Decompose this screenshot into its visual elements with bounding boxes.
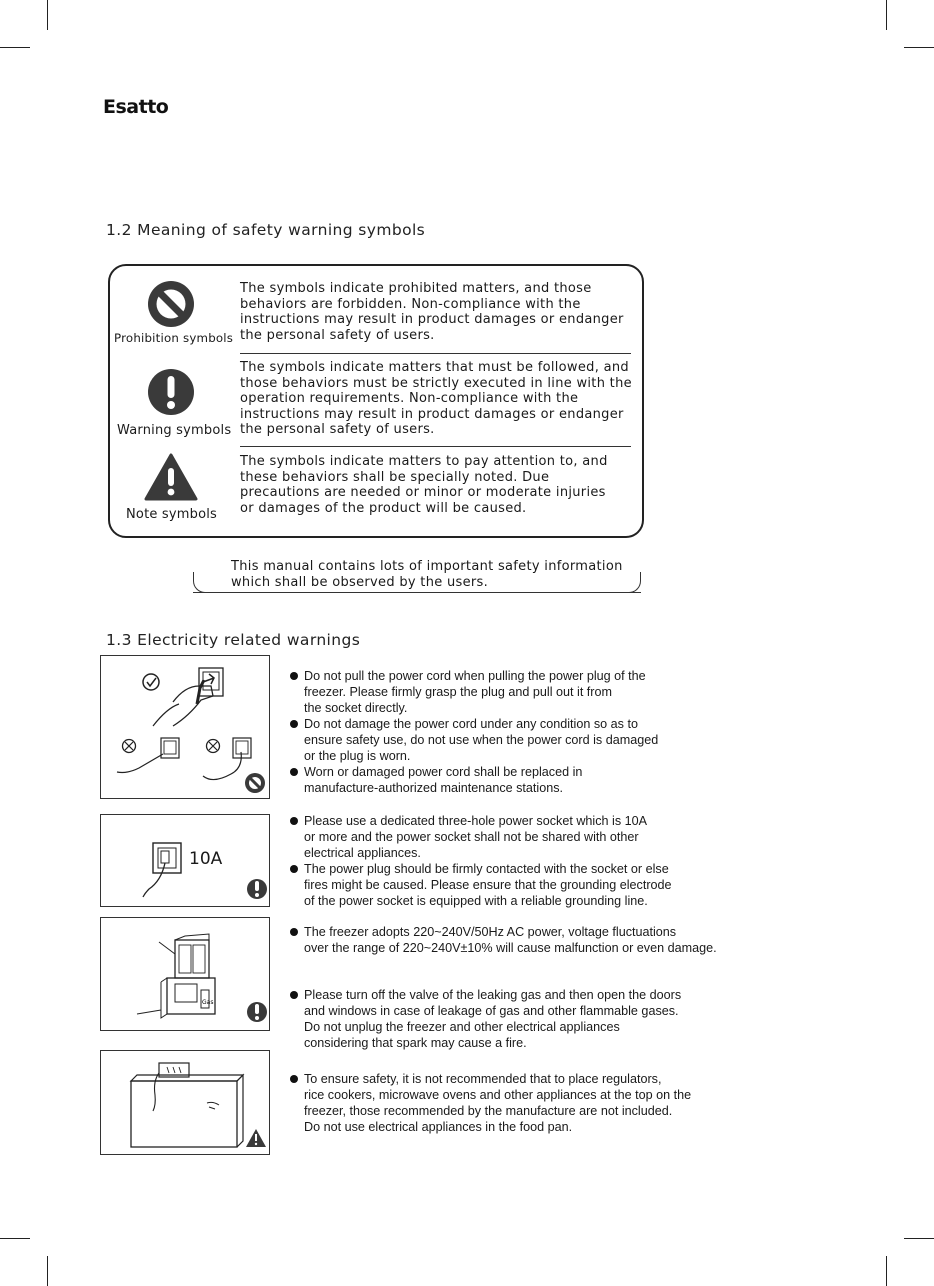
illustration-gas	[100, 917, 270, 1031]
illustration-socket	[100, 814, 270, 907]
socket-illustration	[101, 815, 271, 908]
crop-mark	[0, 47, 30, 48]
prohibition-icon	[146, 279, 196, 329]
crop-mark	[47, 1256, 48, 1286]
list-item: To ensure safety, it is not recommended that to place regulators, rice cookers, microwave ovens and other appliances at the top on the freezer, those recommended by the manufacture are not included. Do not use electrical appliances in the food pan.	[290, 1071, 790, 1135]
warning-triangle-icon	[144, 452, 198, 502]
bullets-gas	[290, 987, 790, 1051]
list-item: The power plug should be firmly contacted with the socket or else fires might be caused. Please ensure that the grounding electrode of the power socket is equipped with a reliable grounding line.	[290, 861, 760, 909]
divider	[240, 446, 631, 447]
bullets-socket	[290, 813, 760, 909]
crop-mark	[47, 0, 48, 30]
list-item: The freezer adopts 220~240V/50Hz AC power, voltage fluctuations over the range of 220~240V±10% will cause malfunction or even damage.	[290, 924, 790, 956]
freezer-appliance-illustration	[101, 1051, 271, 1156]
section-title-electricity: 1.3 Electricity related warnings	[106, 631, 361, 649]
crop-mark	[904, 47, 934, 48]
warning-description: The symbols indicate matters that must be followed, and those behaviors must be strictly executed in line with the operation requirements. Non-compliance with the instructions may result in product damages or endanger the personal safety of users.	[240, 360, 632, 437]
brand-logo: Esatto	[103, 96, 169, 118]
illustration-pull-plug	[100, 655, 270, 799]
bullets-voltage	[290, 924, 790, 956]
section-title-symbols: 1.2 Meaning of safety warning symbols	[106, 221, 426, 239]
gas-label: Gas	[202, 999, 214, 1006]
pull-plug-illustration	[101, 656, 271, 800]
warning-symbols-label: Warning symbols	[117, 423, 232, 438]
manual-note: This manual contains lots of important safety information which shall be observed by the users.	[231, 559, 623, 590]
illustration-freezer-top	[100, 1050, 270, 1155]
bullets-appliances	[290, 1071, 790, 1135]
exclamation-circle-icon	[146, 367, 196, 417]
symbols-box	[108, 264, 644, 538]
crop-mark	[0, 1238, 30, 1239]
list-item: Do not pull the power cord when pulling the power plug of the freezer. Please firmly grasp the plug and pull out it from the socket directly.	[290, 668, 760, 716]
crop-mark	[886, 1256, 887, 1286]
note-symbols-label: Note symbols	[126, 507, 218, 522]
prohibition-symbols-label: Prohibition symbols	[114, 331, 234, 345]
gas-kitchen-illustration	[101, 918, 271, 1032]
list-item: Please turn off the valve of the leaking gas and then open the doors and windows in case of leakage of gas and other flammable gases. Do not unplug the freezer and other electrical appliances considering that spark may cause a fire.	[290, 987, 790, 1051]
list-item: Worn or damaged power cord shall be replaced in manufacture-authorized maintenance stations.	[290, 764, 760, 796]
socket-rating-label: 10A	[189, 849, 223, 869]
note-description: The symbols indicate matters to pay attention to, and these behaviors shall be specially noted. Due precautions are needed or minor or moderate injuries or damages of the product will be caused.	[240, 454, 608, 516]
bullets-power-cord	[290, 668, 760, 796]
divider	[240, 353, 631, 354]
crop-mark	[904, 1238, 934, 1239]
list-item: Please use a dedicated three-hole power socket which is 10A or more and the power socket shall not be shared with other electrical appliances.	[290, 813, 760, 861]
crop-mark	[886, 0, 887, 30]
prohibition-description: The symbols indicate prohibited matters, and those behaviors are forbidden. Non-compliance with the instructions may result in product damages or endanger the personal safety of users.	[240, 281, 624, 343]
list-item: Do not damage the power cord under any condition so as to ensure safety use, do not use when the power cord is damaged or the plug is worn.	[290, 716, 760, 764]
